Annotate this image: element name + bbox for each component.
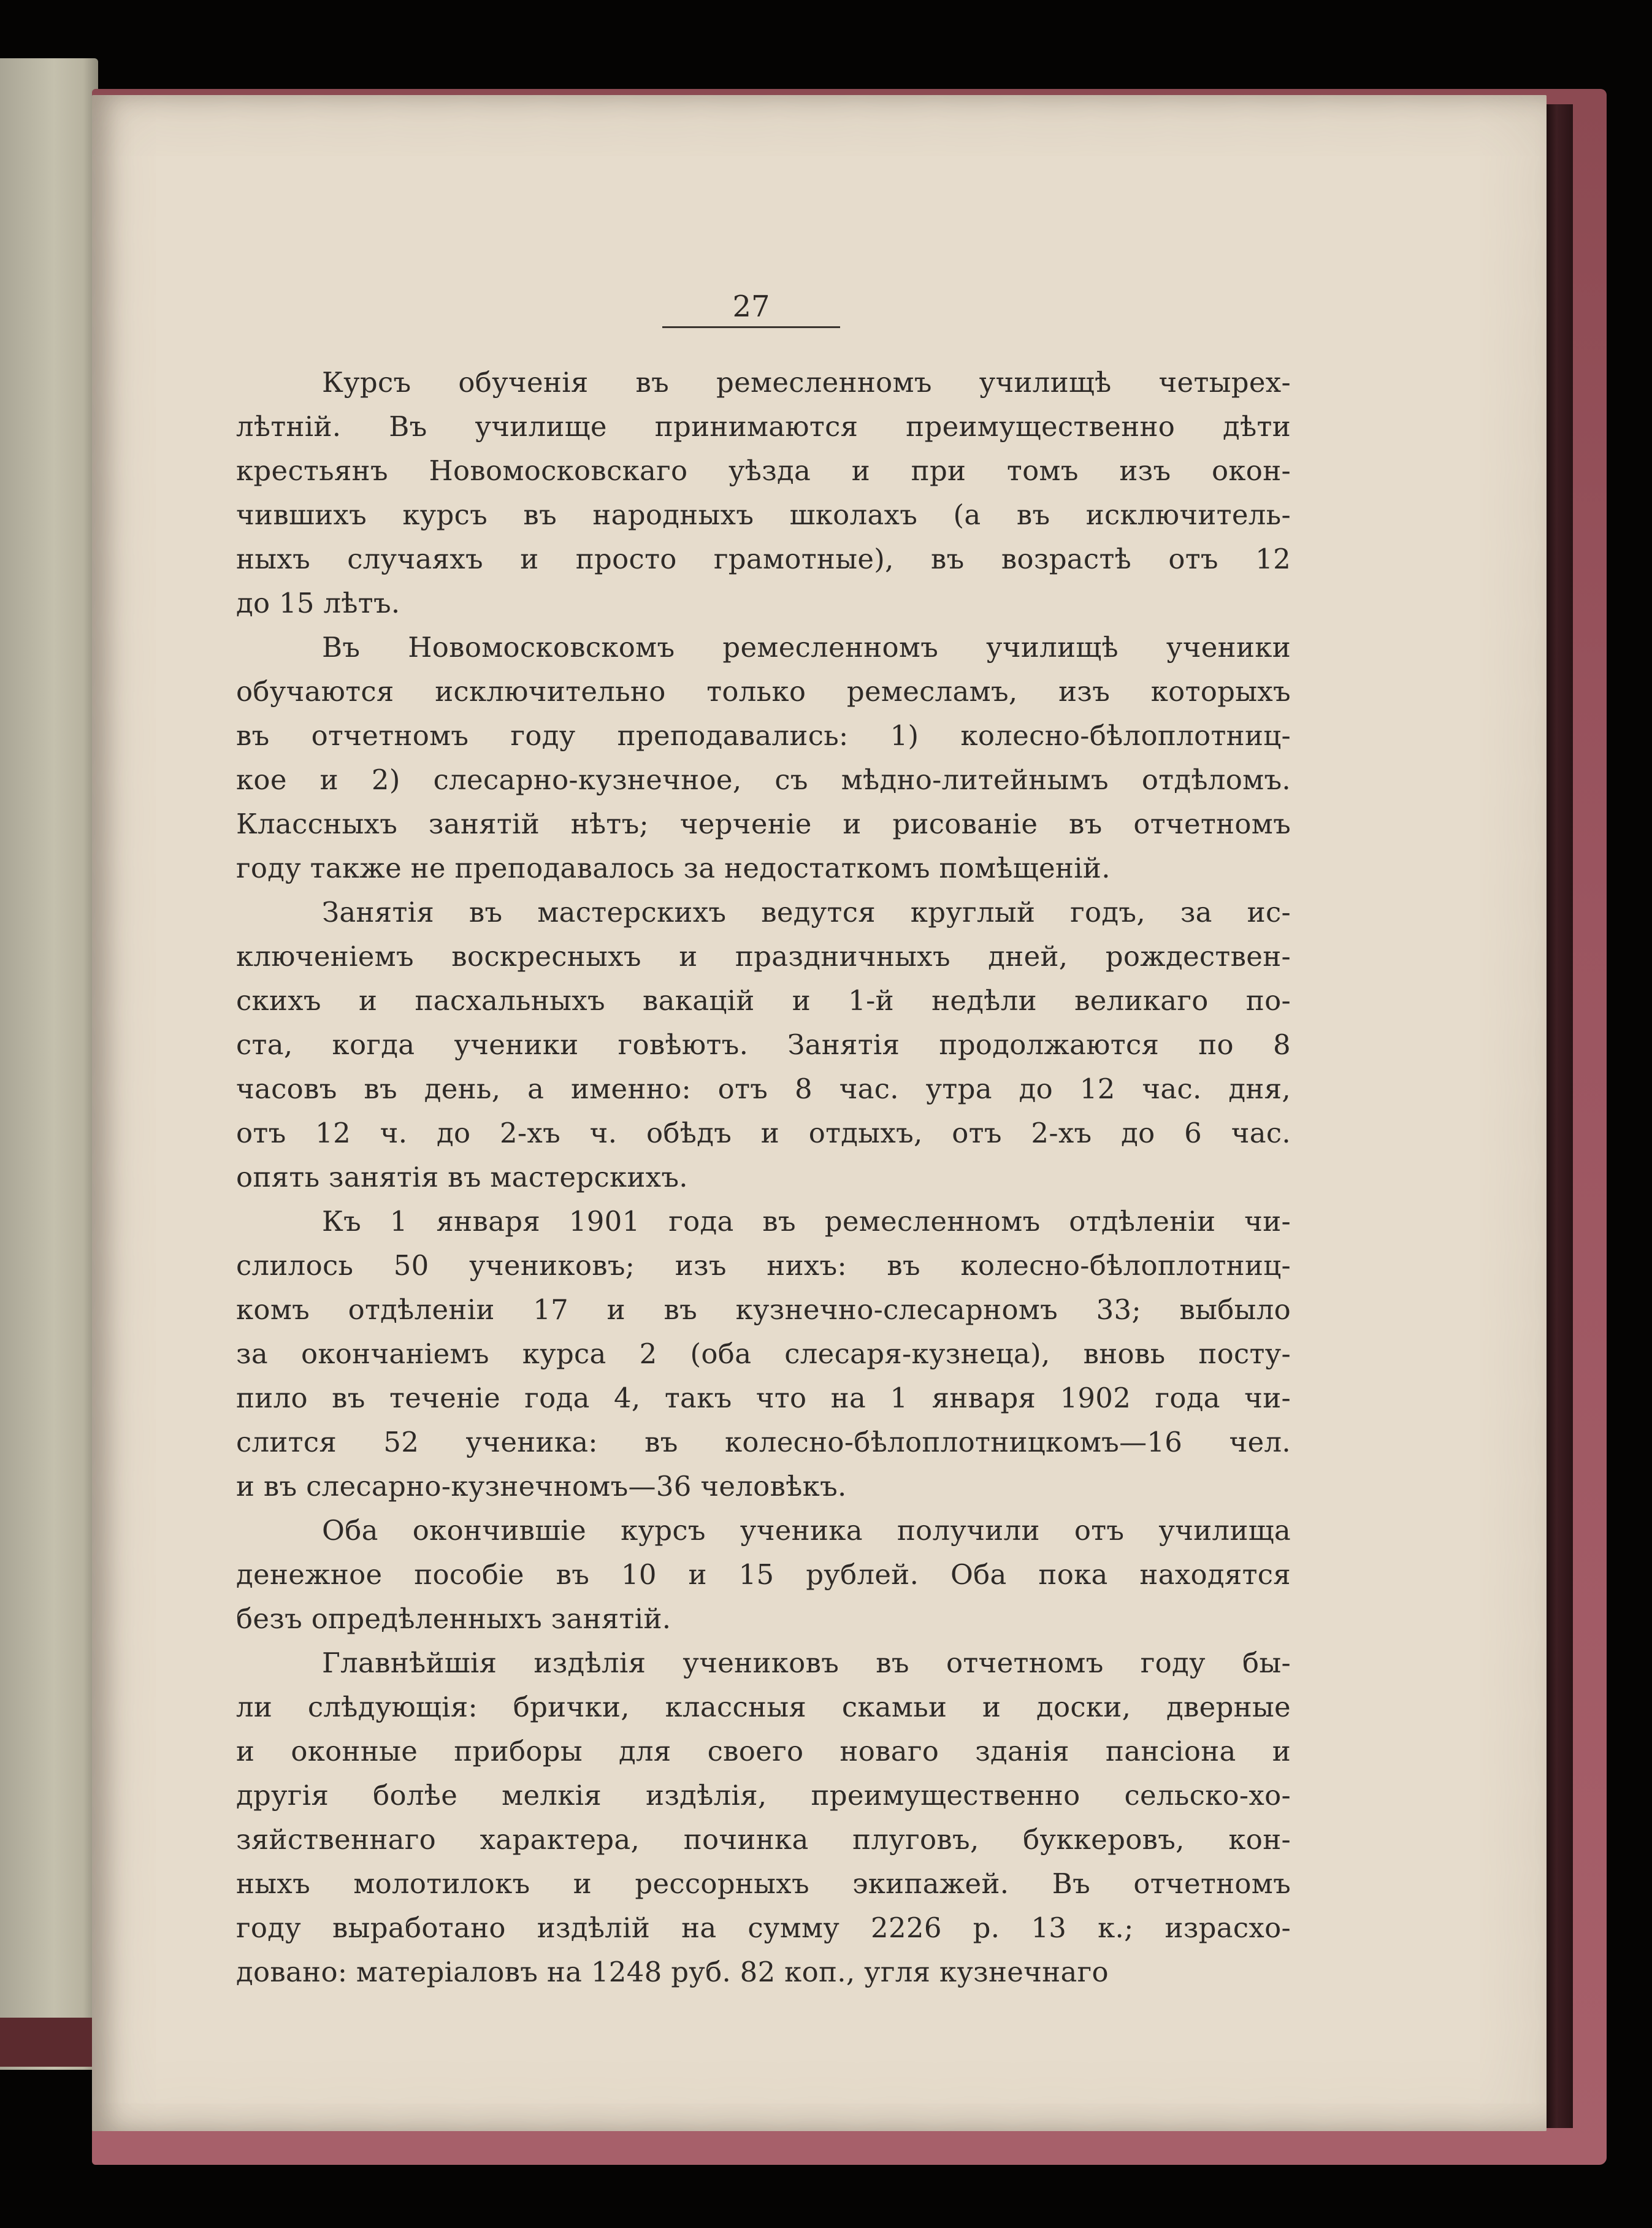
page-header bbox=[659, 288, 843, 328]
text-line: пило въ теченіе года 4, такъ что на 1 января 1902 года чи- bbox=[236, 1382, 1291, 1414]
page-number: 27 bbox=[732, 289, 770, 324]
cover-shadow bbox=[1545, 104, 1573, 2128]
text-line: отъ 12 ч. до 2-хъ ч. обѣдъ и отдыхъ, отъ 2-хъ до 6 час. bbox=[236, 1117, 1291, 1149]
text-line: до 15 лѣтъ. bbox=[236, 587, 400, 619]
text-line: ли слѣдующія: брички, классныя скамьи и доски, дверные bbox=[236, 1691, 1291, 1723]
text-line: слилось 50 учениковъ; изъ нихъ: въ колесно-бѣлоплотниц- bbox=[236, 1249, 1291, 1282]
text-line: опять занятія въ мастерскихъ. bbox=[236, 1161, 688, 1193]
paragraph bbox=[236, 1200, 1291, 1509]
paragraph bbox=[236, 1509, 1291, 1641]
paragraph bbox=[236, 890, 1291, 1200]
text-line: кое и 2) слесарно-кузнечное, съ мѣдно-литейнымъ отдѣломъ. bbox=[236, 764, 1291, 796]
text-line: денежное пособіе въ 10 и 15 рублей. Оба пока находятся bbox=[236, 1558, 1291, 1591]
text-line: и въ слесарно-кузнечномъ—36 человѣкъ. bbox=[236, 1470, 847, 1503]
text-line: крестьянъ Новомосковскаго уѣзда и при томъ изъ окон- bbox=[236, 454, 1291, 487]
text-line: году также не преподавалось за недостаткомъ помѣщеній. bbox=[236, 852, 1111, 884]
text-line: году выработано издѣлій на сумму 2226 р. 13 к.; израсхо- bbox=[236, 1912, 1291, 1944]
text-line: за окончаніемъ курса 2 (оба слесаря-кузнеца), вновь посту- bbox=[236, 1338, 1291, 1370]
text-line: комъ отдѣленіи 17 и въ кузнечно-слесарномъ 33; выбыло bbox=[236, 1293, 1291, 1326]
text-line: ста, когда ученики говѣютъ. Занятія продолжаются по 8 bbox=[236, 1028, 1291, 1061]
text-line: безъ опредѣленныхъ занятій. bbox=[236, 1602, 671, 1635]
paragraph bbox=[236, 626, 1291, 890]
left-page-edge bbox=[0, 58, 98, 2070]
text-line: Въ Новомосковскомъ ремесленномъ училищѣ ученики bbox=[322, 631, 1291, 664]
text-line: ныхъ молотилокъ и рессорныхъ экипажей. Въ отчетномъ bbox=[236, 1867, 1291, 1900]
paragraph bbox=[236, 1641, 1291, 1994]
text-line: обучаются исключительно только ремесламъ, изъ которыхъ bbox=[236, 675, 1291, 708]
paragraph bbox=[236, 361, 1291, 626]
text-line: скихъ и пасхальныхъ вакацій и 1-й недѣли великаго по- bbox=[236, 984, 1291, 1017]
page-number-rule bbox=[662, 326, 840, 328]
text-line: Оба окончившіе курсъ ученика получили отъ училища bbox=[322, 1514, 1291, 1547]
text-line: Курсъ обученія въ ремесленномъ училищѣ четырех- bbox=[322, 366, 1291, 399]
text-line: Къ 1 января 1901 года въ ремесленномъ отдѣленіи чи- bbox=[322, 1205, 1291, 1238]
text-line: чившихъ курсъ въ народныхъ школахъ (а въ исключитель- bbox=[236, 499, 1291, 531]
text-line: Классныхъ занятій нѣтъ; черченіе и рисованіе въ отчетномъ bbox=[236, 808, 1291, 840]
text-line: и оконные приборы для своего новаго зданія пансіона и bbox=[236, 1735, 1291, 1767]
text-line: ключеніемъ воскресныхъ и праздничныхъ дней, рождествен- bbox=[236, 940, 1291, 973]
text-line: слится 52 ученика: въ колесно-бѣлоплотницкомъ—16 чел. bbox=[236, 1426, 1291, 1458]
text-line: зяйственнаго характера, починка плуговъ, буккеровъ, кон- bbox=[236, 1823, 1291, 1856]
text-line: Занятія въ мастерскихъ ведутся круглый годъ, за ис- bbox=[322, 896, 1291, 928]
text-line: другія болѣе мелкія издѣлія, преимущественно сельско-хо- bbox=[236, 1779, 1291, 1812]
text-line: Главнѣйшія издѣлія учениковъ въ отчетномъ году бы- bbox=[322, 1647, 1291, 1679]
text-line: часовъ въ день, а именно: отъ 8 час. утра до 12 час. дня, bbox=[236, 1073, 1291, 1105]
text-line: лѣтній. Въ училище принимаются преимущественно дѣти bbox=[236, 410, 1291, 443]
text-line: въ отчетномъ году преподавались: 1) колесно-бѣлоплотниц- bbox=[236, 719, 1291, 752]
text-line: довано: матеріаловъ на 1248 руб. 82 коп., угля кузнечнаго bbox=[236, 1956, 1109, 1988]
body-text bbox=[236, 361, 1291, 1994]
text-line: ныхъ случаяхъ и просто грамотные), въ возрастѣ отъ 12 bbox=[236, 543, 1291, 575]
left-cover-corner bbox=[0, 2018, 101, 2067]
